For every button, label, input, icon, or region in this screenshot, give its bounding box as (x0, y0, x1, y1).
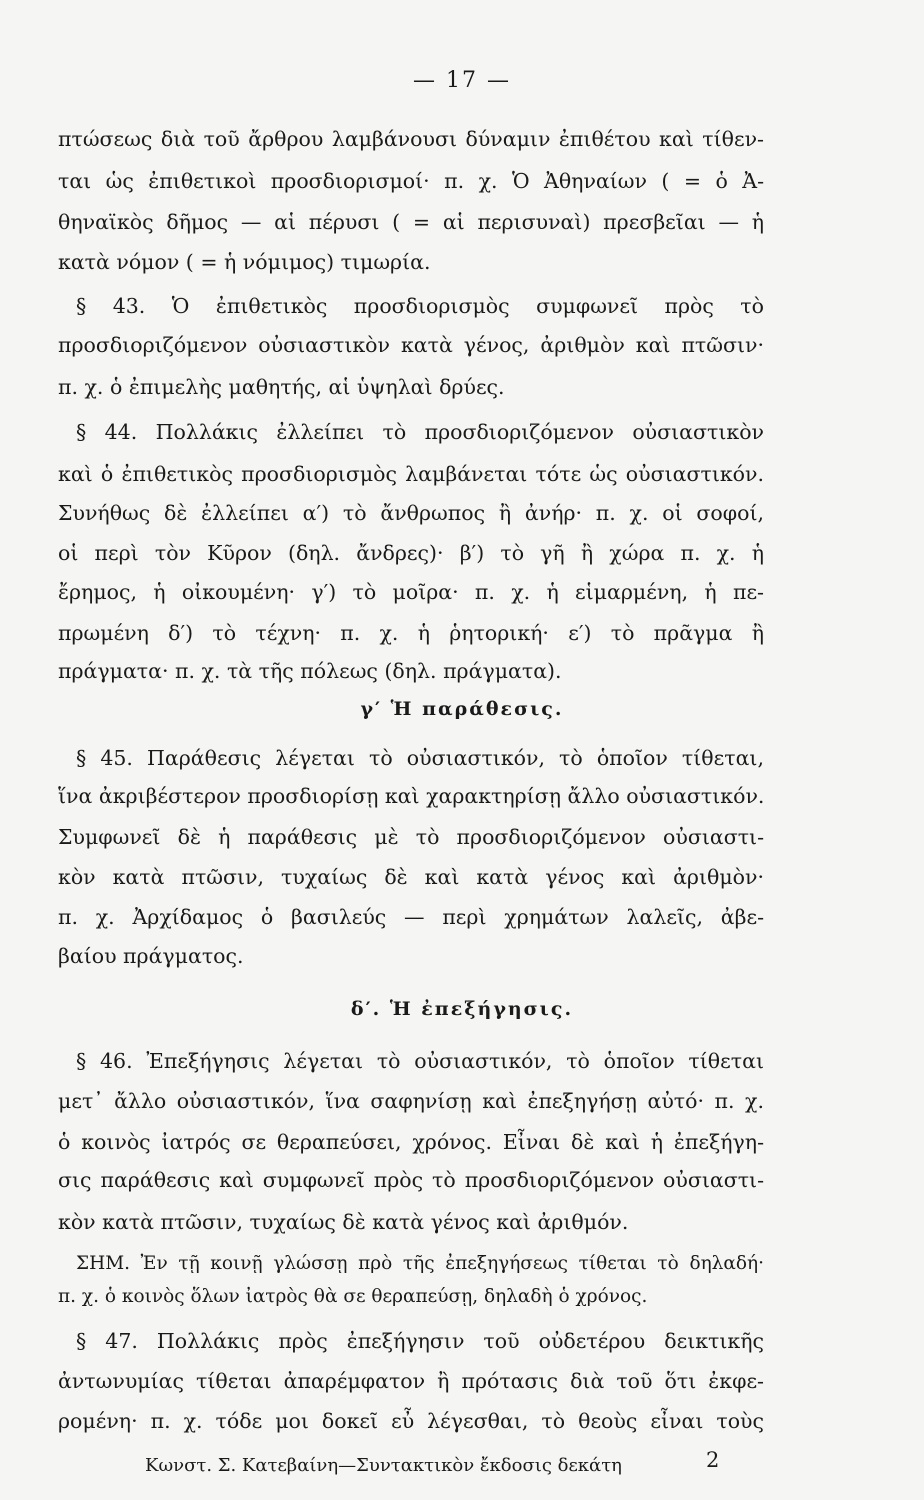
text-line-20: βαίου πράγματος. (58, 944, 244, 968)
text-line-14: πράγματα· π. χ. τὰ τῆς πόλεως (δηλ. πράγματα). (58, 659, 562, 683)
text-line-2: ται ὡς ἐπιθετικοὶ προσδιορισμοί· π. χ. Ὁ Ἀθηναίων ( = ὁ Ἀ- (58, 169, 764, 193)
paragraph-46-start: § 46. Ἐπεξήγησις λέγεται τὸ οὐσιαστικόν, τὸ ὁποῖον τίθεται (76, 1049, 764, 1073)
text-line-11: οἱ περὶ τὸν Κῦρον (δηλ. ἄνδρες)· β′) τὸ γῆ ἢ χώρα π. χ. ἡ (58, 541, 764, 565)
text-line-4: κατὰ νόμον ( = ἡ νόμιμος) τιμωρία. (58, 250, 431, 274)
note-line-1: ΣΗΜ. Ἐν τῇ κοινῇ γλώσσῃ πρὸ τῆς ἐπεξηγήσεως τίθεται τὸ δηλαδή· (76, 1253, 764, 1274)
paragraph-45-start: § 45. Παράθεσις λέγεται τὸ οὐσιαστικόν, τὸ ὁποῖον τίθεται, (76, 746, 764, 770)
text-line-23: ὁ κοινὸς ἰατρός σε θεραπεύσει, χρόνος. Εἶναι δὲ καὶ ἡ ἐπεξήγη- (58, 1130, 764, 1154)
paragraph-43-start: § 43. Ὁ ἐπιθετικὸς προσδιορισμὸς συμφωνεῖ πρὸς τὸ (76, 294, 764, 318)
text-line-12: ἔρημος, ἡ οἰκουμένη· γ′) τὸ μοῖρα· π. χ. ἡ εἱμαρμένη, ἡ πε- (58, 580, 764, 604)
paragraph-47-start: § 47. Πολλάκις πρὸς ἐπεξήγησιν τοῦ οὐδετέρου δεικτικῆς (76, 1329, 764, 1353)
text-line-6: προσδιοριζόμενον οὐσιαστικὸν κατὰ γένος, ἀριθμὸν καὶ πτῶσιν· (58, 333, 764, 357)
page-number: — 17 — (413, 68, 511, 93)
text-line-7: π. χ. ὁ ἐπιμελὴς μαθητής, αἱ ὑψηλαὶ δρύες. (58, 375, 505, 399)
text-line-16: ἵνα ἀκριβέστερον προσδιορίσῃ καὶ χαρακτηρίσῃ ἄλλο οὐσιαστικόν. (58, 784, 765, 808)
paragraph-44-start: § 44. Πολλάκις ἐλλείπει τὸ προσδιοριζόμενον οὐσιαστικὸν (76, 420, 764, 444)
text-line-29: ἀντωνυμίας τίθεται ἀπαρέμφατον ἢ πρότασις διὰ τοῦ ὅτι ἐκφε- (58, 1369, 764, 1393)
text-line-22: μετ᾽ ἄλλο οὐσιαστικόν, ἵνα σαφηνίσῃ καὶ ἐπεξηγήσῃ αὐτό· π. χ. (58, 1089, 764, 1113)
text-line-18: κὸν κατὰ πτῶσιν, τυχαίως δὲ καὶ κατὰ γένος καὶ ἀριθμὸν· (58, 865, 764, 889)
text-line-9: καὶ ὁ ἐπιθετικὸς προσδιορισμὸς λαμβάνεται τότε ὡς οὐσιαστικόν. (58, 462, 764, 486)
section-heading-apposition: γ′ Ἡ παράθεσις. (360, 698, 564, 720)
text-line-3: θηναϊκὸς δῆμος — αἱ πέρυσι ( = αἱ περισυναὶ) πρεσβεῖαι — ἡ (58, 210, 764, 234)
text-line-17: Συμφωνεῖ δὲ ἡ παράθεσις μὲ τὸ προσδιοριζόμενον οὐσιαστι- (58, 825, 764, 849)
footer-imprint: Κωνστ. Σ. Κατεβαίνη—Συντακτικὸν ἔκδοσις δεκάτη (145, 1455, 622, 1476)
signature-mark: 2 (706, 1448, 720, 1472)
text-line-25: κὸν κατὰ πτῶσιν, τυχαίως δὲ κατὰ γένος καὶ ἀριθμόν. (58, 1210, 629, 1234)
note-line-2: π. χ. ὁ κοινὸς ὅλων ἰατρὸς θὰ σε θεραπεύσῃ, δηλαδὴ ὁ χρόνος. (58, 1286, 648, 1307)
text-line-1: πτώσεως διὰ τοῦ ἄρθρου λαμβάνουσι δύναμιν ἐπιθέτου καὶ τίθεν- (58, 127, 764, 151)
text-line-13: πρωμένη δ′) τὸ τέχνη· π. χ. ἡ ῥητορική· ε′) τὸ πρᾶγμα ἢ (58, 621, 764, 645)
text-line-24: σις παράθεσις καὶ συμφωνεῖ πρὸς τὸ προσδιοριζόμενον οὐσιαστι- (58, 1168, 764, 1192)
text-line-30: ρομένη· π. χ. τόδε μοι δοκεῖ εὖ λέγεσθαι, τὸ θεοὺς εἶναι τοὺς (58, 1409, 764, 1433)
section-heading-explanation: δ′. Ἡ ἐπεξήγησις. (350, 998, 574, 1020)
text-line-19: π. χ. Ἀρχίδαμος ὁ βασιλεύς — περὶ χρημάτων λαλεῖς, ἀβε- (58, 905, 764, 929)
text-line-10: Συνήθως δὲ ἐλλείπει α′) τὸ ἄνθρωπος ἢ ἀνήρ· π. χ. οἱ σοφοί, (58, 501, 764, 525)
